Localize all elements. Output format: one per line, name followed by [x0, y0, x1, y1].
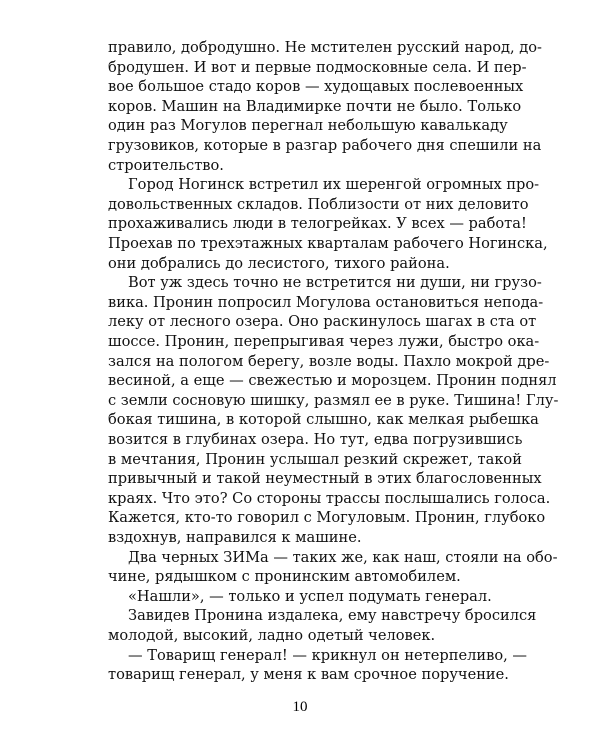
text-line: товарищ генерал, у меня к вам срочное поручение.: [108, 666, 509, 684]
text-line: с земли сосновую шишку, размял ее в руке. Тишина! Глу-: [108, 391, 559, 409]
text-line: весиной, а еще — свежестью и морозцем. Пронин поднял: [108, 372, 557, 390]
paragraph-start-line: — Товарищ генерал! — крикнул он нетерпеливо, —: [128, 646, 527, 664]
text-line: вздохнув, направился к машине.: [108, 529, 362, 546]
text-line: грузовиков, которые в разгар рабочего дня спешили на: [108, 137, 542, 154]
text-line: коров. Машин на Владимирке почти не было. Только: [108, 97, 522, 115]
paragraph-start-line: Вот уж здесь точно не встретится ни души, ни грузо-: [128, 274, 542, 292]
paragraph-start-line: «Нашли», — только и успел подумать генерал.: [128, 587, 492, 605]
text-line: леку от лесного озера. Оно раскинулось шагах в ста от: [108, 313, 537, 331]
text-line: строительство.: [108, 156, 224, 174]
paragraph-start-line: Два черных ЗИМа — таких же, как наш, стояли на обо-: [128, 548, 558, 566]
page-number: 10: [292, 699, 308, 715]
text-line: возится в глубинах озера. Но тут, едва погрузившись: [108, 431, 523, 448]
text-line: краях. Что это? Со стороны трассы послышались голоса.: [108, 489, 551, 507]
text-line: довольственных складов. Поблизости от них деловито: [108, 195, 529, 213]
text-line: правило, добродушно. Не мстителен русский народ, до-: [108, 39, 542, 56]
text-line: бокая тишина, в которой слышно, как мелкая рыбешка: [108, 411, 539, 429]
text-line: чине, рядышком с пронинским автомобилем.: [108, 568, 461, 586]
text-line: прохаживались люди в телогрейках. У всех — работа!: [108, 215, 527, 233]
text-line: бродушен. И вот и первые подмосковные села. И пер-: [108, 58, 527, 76]
text-line: молодой, высокий, ладно одетый человек.: [108, 627, 436, 644]
paragraph-start-line: Город Ногинск встретил их шеренгой огромных про-: [128, 176, 540, 194]
text-line: вика. Пронин попросил Могулова остановиться непода-: [108, 293, 544, 311]
text-line: в мечтания, Пронин услышал резкий скрежет, такой: [108, 450, 522, 468]
paragraph-start-line: Завидев Пронина издалека, ему навстречу бросился: [128, 607, 537, 625]
text-line: зался на пологом берегу, возле воды. Пахло мокрой дре-: [108, 352, 550, 370]
text-line: Проехав по трехэтажных кварталам рабочего Ногинска,: [108, 235, 548, 252]
text-line: вое большое стадо коров — худощавых послевоенных: [108, 78, 524, 96]
text-line: Кажется, кто-то говорил с Могуловым. Пронин, глубоко: [108, 509, 546, 527]
text-line: привычный и такой неуместный в этих благословенных: [108, 470, 542, 488]
text-line: шоссе. Пронин, перепрыгивая через лужи, быстро ока-: [108, 333, 540, 350]
text-line: один раз Могулов перегнал небольшую кавалькаду: [108, 117, 508, 135]
text-line: они добрались до лесистого, тихого района.: [108, 254, 450, 272]
